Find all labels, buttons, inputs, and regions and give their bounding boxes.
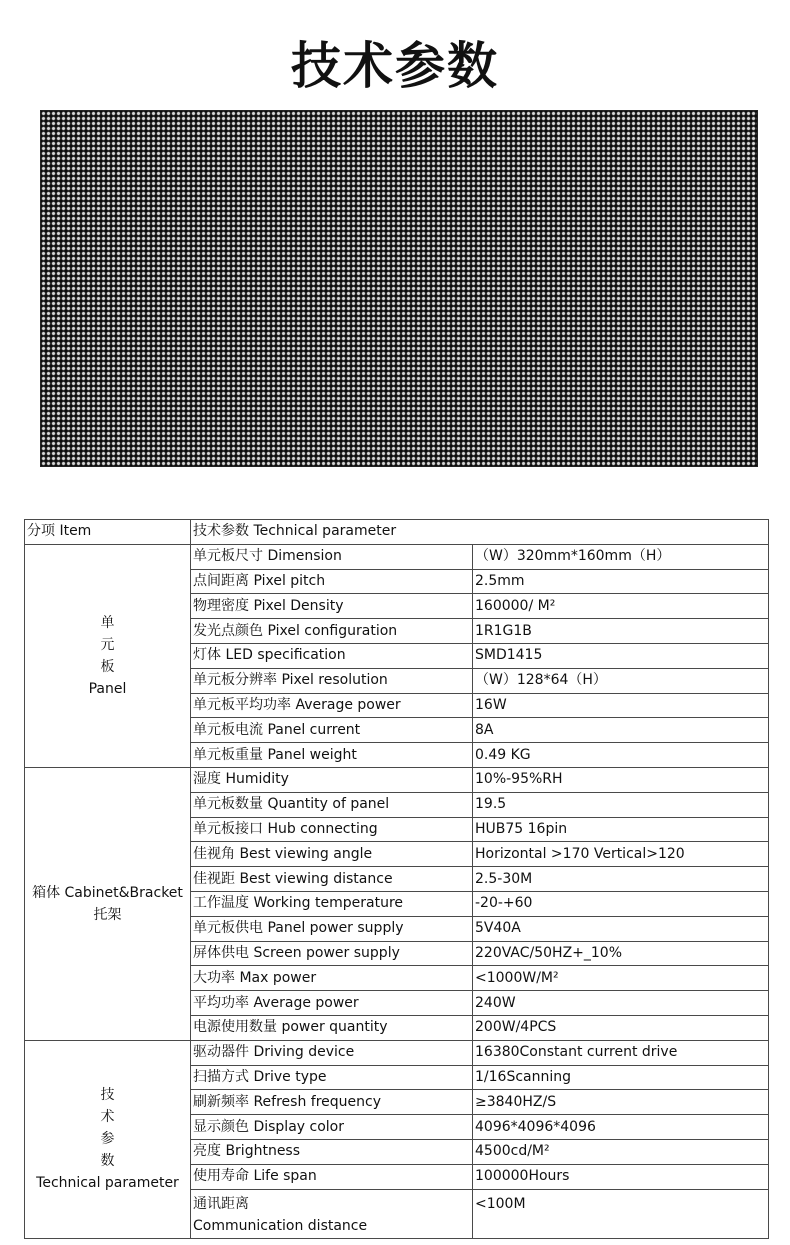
table-row — [25, 1040, 769, 1065]
group-label-panel — [25, 544, 191, 767]
param-line: Communication distance — [193, 1217, 368, 1234]
value-cell: 2.5mm — [473, 569, 769, 594]
value-cell: 2.5-30M — [473, 867, 769, 892]
header-technical-parameter: 技术参数 Technical parameter — [191, 520, 769, 545]
value-cell: 240W — [473, 991, 769, 1016]
value-cell: 5V40A — [473, 916, 769, 941]
value-cell: <100M — [473, 1189, 769, 1238]
param-cell: 刷新频率 Refresh frequency — [191, 1090, 473, 1115]
value-cell: 0.49 KG — [473, 743, 769, 768]
value-cell: SMD1415 — [473, 643, 769, 668]
table-row — [25, 544, 769, 569]
param-cell: 佳视距 Best viewing distance — [191, 867, 473, 892]
param-cell: 单元板平均功率 Average power — [191, 693, 473, 718]
value-cell: 160000/ M² — [473, 594, 769, 619]
value-cell: 4500cd/M² — [473, 1139, 769, 1164]
param-cell: 扫描方式 Drive type — [191, 1065, 473, 1090]
param-cell: 屏体供电 Screen power supply — [191, 941, 473, 966]
value-cell: 10%-95%RH — [473, 767, 769, 792]
group-label-line: 术 — [100, 1109, 115, 1126]
param-cell: 大功率 Max power — [191, 966, 473, 991]
param-line: 通讯距离 — [193, 1195, 249, 1212]
value-cell: 1/16Scanning — [473, 1065, 769, 1090]
value-cell: 1R1G1B — [473, 619, 769, 644]
value-cell: -20-+60 — [473, 891, 769, 916]
param-cell: 点间距离 Pixel pitch — [191, 569, 473, 594]
table-row — [25, 767, 769, 792]
param-cell: 单元板重量 Panel weight — [191, 743, 473, 768]
header-item: 分项 Item — [25, 520, 191, 545]
group-label-line: Technical parameter — [36, 1175, 179, 1192]
param-cell: 单元板分辨率 Pixel resolution — [191, 668, 473, 693]
spec-table — [24, 519, 769, 1239]
param-cell: 物理密度 Pixel Density — [191, 594, 473, 619]
group-label-line: Panel — [88, 680, 127, 697]
param-cell: 湿度 Humidity — [191, 767, 473, 792]
param-cell: 显示颜色 Display color — [191, 1115, 473, 1140]
value-cell: 200W/4PCS — [473, 1015, 769, 1040]
param-cell — [191, 1189, 473, 1238]
param-cell: 单元板接口 Hub connecting — [191, 817, 473, 842]
value-cell: 4096*4096*4096 — [473, 1115, 769, 1140]
group-label-technical — [25, 1040, 191, 1238]
value-cell: （W）320mm*160mm（H） — [473, 544, 769, 569]
group-label-line: 单 — [100, 614, 115, 631]
param-cell: 平均功率 Average power — [191, 991, 473, 1016]
value-cell: <1000W/M² — [473, 966, 769, 991]
value-cell: 8A — [473, 718, 769, 743]
param-cell: 电源使用数量 power quantity — [191, 1015, 473, 1040]
value-cell: （W）128*64（H） — [473, 668, 769, 693]
value-cell: HUB75 16pin — [473, 817, 769, 842]
param-cell: 使用寿命 Life span — [191, 1164, 473, 1189]
param-cell: 单元板尺寸 Dimension — [191, 544, 473, 569]
value-cell: 16380Constant current drive — [473, 1040, 769, 1065]
param-cell: 发光点颜色 Pixel configuration — [191, 619, 473, 644]
group-label-line: 板 — [100, 658, 115, 675]
group-label-line: 技 — [100, 1087, 115, 1104]
param-cell: 佳视角 Best viewing angle — [191, 842, 473, 867]
param-cell: 灯体 LED specification — [191, 643, 473, 668]
table-header-row — [25, 520, 769, 545]
param-cell: 单元板供电 Panel power supply — [191, 916, 473, 941]
group-label-line: 托架 — [93, 906, 122, 923]
group-label-line: 元 — [100, 636, 115, 653]
value-cell: 100000Hours — [473, 1164, 769, 1189]
group-label-line: 参 — [100, 1131, 115, 1148]
page-title: 技术参数 — [291, 37, 499, 95]
param-cell: 驱动器件 Driving device — [191, 1040, 473, 1065]
value-cell: Horizontal >170 Vertical>120 — [473, 842, 769, 867]
led-panel-image — [40, 110, 758, 467]
group-label-cabinet — [25, 767, 191, 1040]
value-cell: ≥3840HZ/S — [473, 1090, 769, 1115]
group-label-line: 箱体 Cabinet&Bracket — [32, 884, 183, 901]
param-cell: 工作温度 Working temperature — [191, 891, 473, 916]
value-cell: 220VAC/50HZ+_10% — [473, 941, 769, 966]
group-label-line: 数 — [100, 1153, 115, 1170]
param-cell: 单元板电流 Panel current — [191, 718, 473, 743]
value-cell: 19.5 — [473, 792, 769, 817]
param-cell: 亮度 Brightness — [191, 1139, 473, 1164]
value-cell: 16W — [473, 693, 769, 718]
param-cell: 单元板数量 Quantity of panel — [191, 792, 473, 817]
